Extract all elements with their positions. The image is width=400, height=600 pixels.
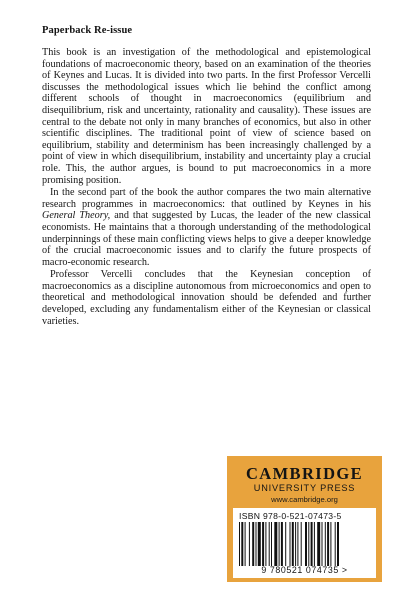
barcode-bar bbox=[285, 522, 286, 566]
publisher-press-label: UNIVERSITY PRESS bbox=[253, 483, 356, 493]
reissue-heading: Paperback Re-issue bbox=[42, 25, 133, 36]
description-paragraph bbox=[42, 187, 371, 268]
publisher-panel bbox=[227, 456, 382, 582]
barcode-bar bbox=[281, 522, 283, 566]
barcode-digits: 9 780521 074735 > bbox=[261, 565, 348, 575]
barcode-bar bbox=[311, 522, 313, 566]
barcode-bar bbox=[279, 522, 280, 566]
publisher-website: www.cambridge.org bbox=[271, 495, 338, 504]
paragraph-text: In the second part of the book the author compares the two main alternative research programmes in macroeconomics: that outlined by Keynes in his bbox=[42, 187, 371, 210]
paragraph-text: Professor Vercelli concludes that the Keynesian conception of macroeconomics as a discipline autonomous from microeconomics and open to theoretical and methodological innovation should be defended and further developed, excluding any fundamentalism either of the Keynesian or classical varieties. bbox=[42, 269, 371, 327]
barcode-bar bbox=[241, 522, 243, 566]
description-paragraph bbox=[42, 47, 371, 186]
isbn-barcode-box bbox=[233, 508, 376, 578]
barcode-bar bbox=[249, 522, 250, 566]
barcode-bar bbox=[269, 522, 270, 566]
barcode-bar bbox=[292, 522, 294, 566]
barcode-bar bbox=[325, 522, 326, 566]
barcode-bar bbox=[295, 522, 296, 566]
description-paragraph bbox=[42, 269, 371, 327]
barcode-bar bbox=[245, 522, 246, 566]
barcode-bar bbox=[308, 522, 309, 566]
barcode-bar bbox=[330, 522, 331, 566]
barcode-bar bbox=[274, 522, 277, 566]
barcode-bar bbox=[337, 522, 339, 566]
barcode-bar bbox=[239, 522, 240, 566]
barcode-bar bbox=[335, 522, 336, 566]
barcode-bar bbox=[297, 522, 298, 566]
paragraph-text: This book is an investigation of the methodological and epistemological foundations of macroeconomic theory, based on an examination of the theories of Keynes and Lucas. It is divided into two parts. In the first Professor Vercelli discusses the methodological issues which lie behind the conflict among different schools of thought in macroeconomics (equilibrium and disequilibrium, risk and uncertainty, rationality and causality). These issues are central to the debate not only in many branches of economics, but also in other scientific disciplines. The traditional point of view of science based on equilibrium, stability and determinism has been increasingly challenged by a point of view in which disequilibrium, instability and uncertainty play a crucial role. This, the author argues, is bound to put macroeconomics in a more promising position. bbox=[42, 47, 371, 186]
barcode-bar bbox=[301, 522, 302, 566]
barcode-bar bbox=[262, 522, 264, 566]
isbn-label: ISBN 978-0-521-07473-5 bbox=[239, 511, 342, 521]
barcode-bar bbox=[327, 522, 329, 566]
publisher-name: CAMBRIDGE bbox=[245, 464, 364, 483]
barcode-bar bbox=[322, 522, 323, 566]
barcode-bar bbox=[252, 522, 254, 566]
barcode-bar bbox=[256, 522, 257, 566]
barcode-bar bbox=[265, 522, 266, 566]
book-title-italic: General Theory, bbox=[42, 210, 111, 222]
book-description bbox=[42, 47, 371, 327]
barcode-bar bbox=[314, 522, 315, 566]
barcode-bar bbox=[258, 522, 261, 566]
barcode-bar bbox=[317, 522, 320, 566]
barcode-bar bbox=[271, 522, 272, 566]
paragraph-text: and that suggested by Lucas, the leader of the new classical economists. He maintains that a thorough understanding of the methodological underpinnings of these main conflicting views helps to give a deeper knowledge of the crucial macroeconomic issues and to clarify the future prospects of macro-economic research. bbox=[42, 210, 371, 268]
barcode-graphic bbox=[239, 522, 370, 566]
barcode-bar bbox=[305, 522, 307, 566]
barcode-bar bbox=[290, 522, 291, 566]
